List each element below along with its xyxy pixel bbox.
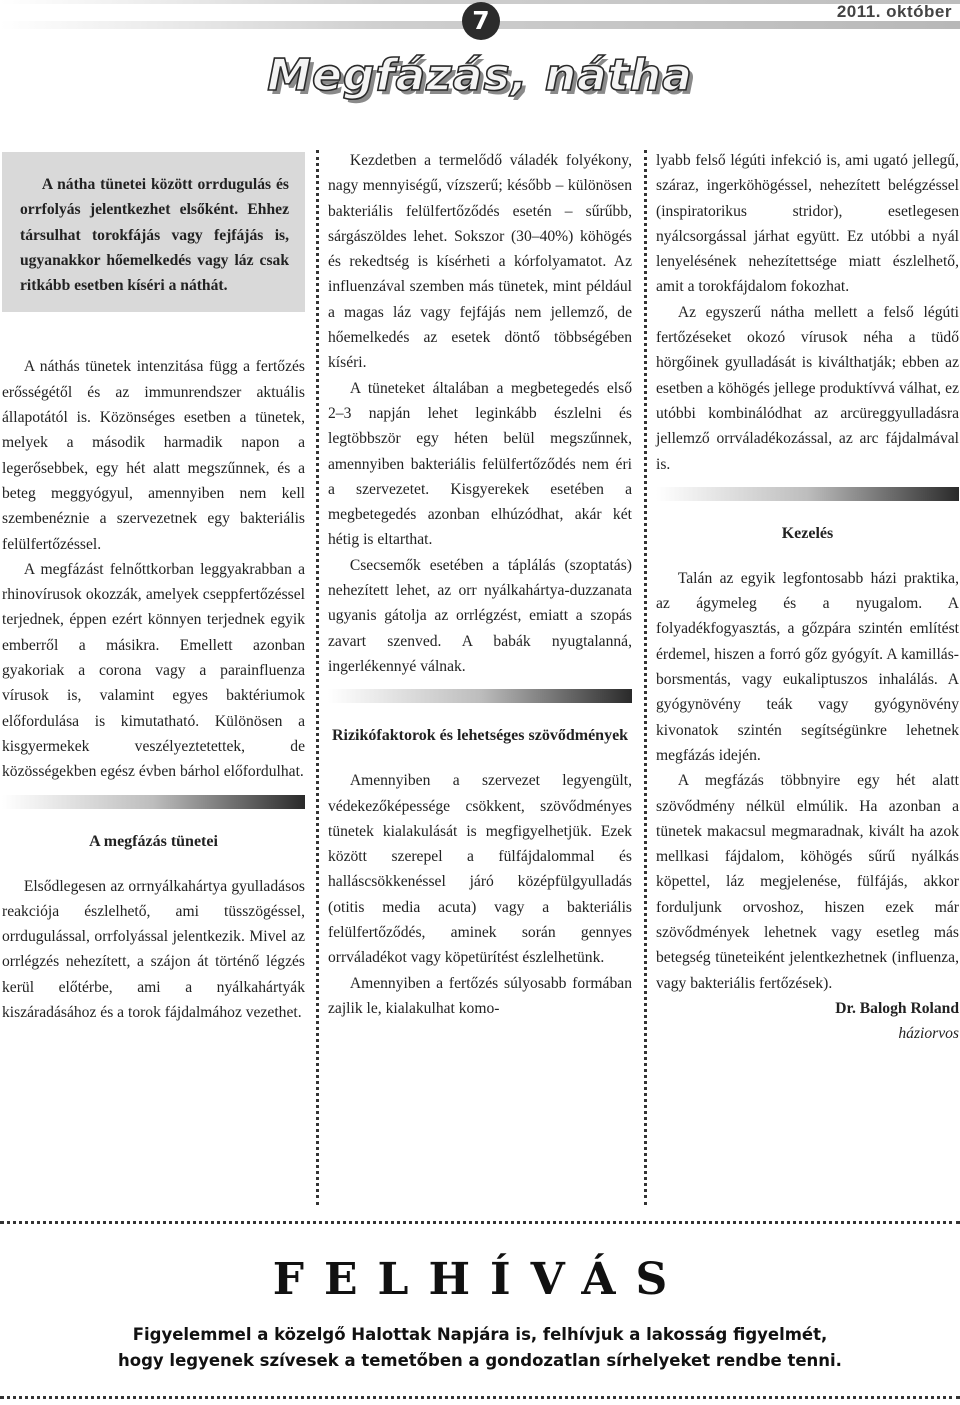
paragraph: lyabb felső légúti infekció is, ami ugató jellegű, száraz, ingerköhögéssel, nehezített belégzéssel (inspiratorikus stridor), esetlegesen nyálcsorgással járhat együtt. Ez utóbbi a nyál lenyelésének nehezítettsége miatt észlelhető, amit a torokfájdalom fokozhat. <box>656 152 959 296</box>
notice-bottom-rule <box>0 1396 960 1399</box>
notice-line: Figyelemmel a közelgő Halottak Napjára is, felhívjuk a lakosság figyelmét, <box>132 1325 828 1344</box>
column-3 <box>656 148 959 1047</box>
column-2 <box>328 148 632 1021</box>
page-title: Megfázás, nátha <box>267 50 693 101</box>
section-heading: Rizikófaktorok és lehetséges szövődmények <box>328 689 632 762</box>
paragraph: Kezdetben a termelődő váladék folyékony, nagy mennyiségű, vízszerű; később – különösen bakteriális felülfertőződés esetén – sűrűbb, sárgászöldes lehet. Sokszor (30–40%) köhögés és rekedtség is kísérheti a kórfolyamatot. Az influenzával szemben más tünetek, mint például a magas láz vagy fejfájás nem jellemző, de hőemelkedés az esetek döntő többségében kíséri. <box>328 152 632 372</box>
header-bar <box>0 0 960 35</box>
notice-title: FELHÍVÁS <box>272 1254 688 1305</box>
paragraph: A megfázást felnőttkorban leggyakrabban a rhinovírusok okozzák, amelyek cseppfertőzéssel terjednek, éppen ezért könnyen terjednek egyik emberről a másikra. Emellett azonban gyakoriak a corona vagy a parainfluenza vírusok is, valamint egyes baktériumok előfordulása is kimutatható. Különösen a kisgyermekek veszélyeztetettek, de közösségekben egész évben bárhol előfordulhat. <box>2 560 305 781</box>
section-heading: Kezelés <box>656 487 959 560</box>
author-name: Dr. Balogh Roland <box>835 999 959 1017</box>
paragraph: Amennyiben a fertőzés súlyosabb formában zajlik le, kialakulhat komo- <box>328 974 632 1017</box>
paragraph: Elsődlegesen az orrnyálkahártya gyulladásos reakciója észlelhető, ami tüsszögéssel, orrdugulással, orrfolyással jelentkezik. Mivel az orrlégzés nehezített, a szájon át történő légzés kerül előtérbe, ami a nyálkahártyák kiszáradásához és a torok fájdalmához vezethet. <box>2 877 305 1022</box>
section-heading: A megfázás tünetei <box>2 795 305 868</box>
column-divider <box>644 150 647 1205</box>
issue-date: 2011. október <box>836 2 952 21</box>
paragraph: Az egyszerű nátha mellett a felső légúti fertőzéseket okozó vírusok néha a tüdő hörgőinek gyulladását is kiválthatják; ebben az esetben a köhögés jellege produktívvá válhat, ez utóbbi kombinálódhat az arcüreggyulladásra jellemző orrváladékozással, az arc fájdalmával is. <box>656 303 959 473</box>
intro-text: A nátha tünetei között orrdugulás és orrfolyás jelentkezhet elsőként. Ehhez társulhat torokfájás vagy fejfájás is, ugyanakkor hőemelkedés vagy láz csak ritkább esetben kíséri a náthát. <box>20 176 289 295</box>
intro-box <box>2 152 305 312</box>
column-1 <box>2 152 305 1025</box>
notice-top-rule <box>0 1221 960 1224</box>
author-signature <box>656 996 959 1047</box>
page-number: 7 <box>462 2 500 40</box>
paragraph: Talán az egyik legfontosabb házi praktika, az ágymeleg és a nyugalom. A folyadékfogyasztás, a gőzpára szintén említést érdemel, hiszen a forró gőz gyógyít. A kamillás-borsmentás, vagy eukaliptuszos inhalálás. A gyógynövény teák vagy gyógynövény kivonatok szintén segítségünkre lehetnek megfázás idején. <box>656 569 959 764</box>
paragraph: Amennyiben a szervezet legyengült, védekezőképessége csökkent, szövődményes tünetek kialakulását is megfigyelhetjük. Ezek között szerepel a fülfájdalommal és halláscsökkenéssel járó középfülgyulladás (otitis media acuta) vagy a bakteriális felülfertőződés, aminek során gennyes orrváladékot vagy köpetürítést észlelhetünk. <box>328 772 632 967</box>
notice-line: hogy legyenek szívesek a temetőben a gondozatlan sírhelyeket rendbe tenni. <box>118 1351 842 1370</box>
notice-text <box>0 1322 960 1374</box>
column-divider <box>316 150 319 1205</box>
paragraph: A megfázás többnyire egy hét alatt szövődmény nélkül elmúlik. Ha azonban a tünetek makacsul megmaradnak, kivált ha azok mellkasi fájdalom, köhögés sűrű nyálkás köpettel, láz megjelenése, fülfájás, akkor forduljunk orvoshoz, hiszen ezek már szövődmények lehetnek vagy esetleg más betegség tüneteiként jelentkezhetnek (influenza, vagy bakteriális fertőzések). <box>656 772 959 992</box>
paragraph: A tüneteket általában a megbetegedés első 2–3 napján lehet leginkább észlelni és legtöbbször egy héten belül megszűnnek, amennyiben bakteriális felülfertőződés nem éri a szervezetet. Kisgyerekek esetében a megbetegedés azonban elhúzódhat, akár két hétig is eltarthat. <box>328 379 632 549</box>
paragraph: A náthás tünetek intenzitása függ a fertőzés erősségétől és az immunrendszer aktuális állapotától is. Közönséges esetben a tünetek, melyek a második harmadik napon a legerősebbek, egy hét alatt megszűnnek, és a beteg meggyógyul, amennyiben nem kell szembenéznie a szervezetnek egy bakteriális felülfertőzéssel. <box>2 358 305 553</box>
paragraph: Csecsemők esetében a táplálás (szoptatás) nehezített lehet, az orr nyálkahártya-duzzanata ugyanis gátolja az orrlégzést, emiatt a szopás zavart szenved. A babák nyugtalanná, ingerlékennyé válnak. <box>328 556 632 675</box>
author-role: háziorvos <box>898 1025 959 1043</box>
